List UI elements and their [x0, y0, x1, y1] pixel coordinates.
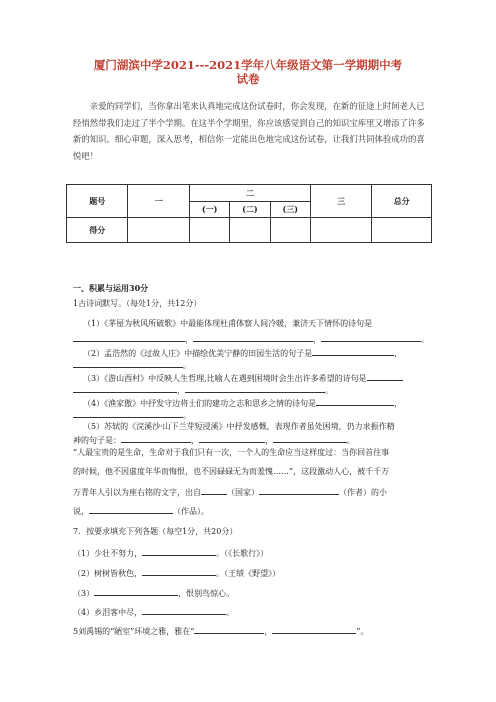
- q1-2-text: （2）孟浩然的《过故人庄》中描绘优美宁静的田园生活的句子是: [83, 349, 313, 358]
- score-cell-5[interactable]: [310, 218, 371, 243]
- answer-blank[interactable]: [73, 332, 185, 342]
- q1-4-line: （4）《渔家傲》中抒发守边将士们的建功之志和思乡之情的诗句是 ，: [83, 396, 402, 409]
- score-label: 得分: [67, 218, 128, 243]
- score-cell-total[interactable]: [372, 218, 432, 243]
- q7-2-line: [73, 566, 280, 579]
- q1-1-answers: ， ， 。: [73, 332, 429, 345]
- quote-line-b: 的时候，他不因虚度年华而悔恨，也不因碌碌无为而羞愧……”，这段激动人心，被千千万: [73, 467, 390, 476]
- quote-c2: （国家）: [227, 488, 259, 497]
- q5b: ，: [264, 627, 273, 636]
- q1-3-text: （3）《游山西村》中反映人生哲理,比喻人在遇到困境时会生出许多希望的诗句是: [83, 374, 367, 383]
- q7-1-line: [73, 546, 268, 559]
- answer-blank[interactable]: [142, 566, 216, 576]
- q7-3b: ，恨别鸟惊心。: [178, 589, 235, 598]
- q1-4-text: （4）《渔家傲》中抒发守边将士们的建功之志和思乡之情的诗句是: [83, 399, 317, 408]
- q1-4-answer: 。: [73, 408, 191, 421]
- q7-4: （4）乡泪客中尽，: [73, 608, 143, 617]
- col-2-sub-2: (二): [230, 202, 270, 218]
- answer-blank[interactable]: [89, 504, 173, 514]
- col-2: 二: [189, 185, 310, 202]
- answer-blank[interactable]: [316, 396, 394, 406]
- answer-blank[interactable]: [73, 383, 177, 393]
- q1-5-text-b: 神的句子是：: [73, 436, 121, 445]
- quote-line-c: [73, 485, 387, 498]
- answer-blank[interactable]: [312, 346, 394, 356]
- q7-2b: 。（王绩《野望》）: [216, 569, 281, 578]
- answer-blank[interactable]: [201, 485, 227, 495]
- q7-3a: （3）: [73, 589, 95, 598]
- quote-c1: 万青年人引以为座右铭的文字，出自: [73, 488, 201, 497]
- answer-blank[interactable]: [73, 408, 183, 418]
- q1-1-text: （1）《茅屋为秋风所破歌》中最能体现杜甫体察人间冷暖，兼济天下情怀的诗句是: [83, 319, 373, 328]
- quote-d1: 说，: [73, 507, 89, 516]
- quote-line-a: “人最宝贵的是生命，生命对于我们只有一次，一个人的生命应当这样度过：当你回首往事: [73, 448, 390, 457]
- col-2-sub-1: (一): [189, 202, 229, 218]
- answer-blank[interactable]: [185, 383, 325, 393]
- answer-blank[interactable]: [199, 433, 265, 443]
- answer-blank[interactable]: [273, 433, 347, 443]
- score-cell-3[interactable]: [230, 218, 270, 243]
- score-cell-2[interactable]: [189, 218, 229, 243]
- q5-line: 5刘禹锡的“陋室”环境之雅，雅在“ ， ”。: [73, 624, 368, 637]
- answer-blank[interactable]: [272, 624, 356, 634]
- q1-2-line: （2）孟浩然的《过故人庄》中描绘优美宁静的田园生活的句子是 ，: [83, 346, 402, 359]
- answer-blank[interactable]: [142, 546, 216, 556]
- q7-instruction: 7．按要求填充下列各题（每空1分，共20分）: [73, 527, 238, 536]
- q1-5-answers: 神的句子是： ， ， 。: [73, 433, 355, 446]
- q7-4-line: （4）乡泪客中尽， 。: [73, 605, 234, 618]
- q5a: 5刘禹锡的“陋室”环境之雅，雅在“: [73, 627, 195, 636]
- exam-title-line2: 试卷: [236, 72, 260, 86]
- section-heading: 一、积累与运用30分: [73, 283, 149, 293]
- score-cell-1[interactable]: [128, 218, 189, 243]
- col-1: 一: [128, 185, 189, 218]
- col-3: 三: [310, 185, 371, 218]
- answer-blank[interactable]: [73, 358, 183, 368]
- answer-blank[interactable]: [193, 332, 313, 342]
- q7-1a: （1）少壮不努力，: [73, 549, 143, 558]
- col-total: 总分: [372, 185, 432, 218]
- q1-2-answer: 。: [73, 358, 191, 371]
- col-2-sub-3: (三): [270, 202, 310, 218]
- answer-blank[interactable]: [259, 485, 339, 495]
- q1-5-text: （5）苏轼的《浣溪沙·山下兰芽短浸溪》中抒发感慨，表现作者虽处困境，仍力求振作精: [83, 422, 395, 431]
- score-table: [66, 184, 432, 243]
- answer-blank[interactable]: [121, 433, 191, 443]
- intro-paragraph: 亲爱的同学们，当你拿出笔来认真地完成这份试卷时，你会发现，在新的征途上时间老人已经悄然带我们走过了半个学期。在这半个学期里，你应该感觉到自己的知识宝库里又增添了许多新的知识。细心审题，深入思考，相信你一定能出色地完成这份试卷，让我们共同体验成功的喜悦吧！: [73, 101, 425, 161]
- score-cell-4[interactable]: [270, 218, 310, 243]
- quote-line-d: [73, 504, 209, 517]
- answer-blank[interactable]: [142, 605, 226, 615]
- quote-c3: （作者）的小: [339, 488, 387, 497]
- answer-blank[interactable]: [94, 586, 178, 596]
- q7-1b: 。（《长歌行》）: [216, 549, 269, 558]
- answer-blank[interactable]: [194, 624, 264, 634]
- exam-title-line1: 厦门湖滨中学2021---2021学年八年级语文第一学期期中考: [93, 58, 403, 72]
- quote-d2: （作品）。: [173, 507, 209, 516]
- q1-instruction: 1古诗词默写。（每处1分，共12分）: [73, 299, 202, 308]
- q1-3-answer: ， 。: [73, 383, 333, 396]
- header-label: 题号: [67, 185, 128, 218]
- q7-2a: （2）树树皆秋色，: [73, 569, 143, 578]
- answer-blank[interactable]: [321, 332, 421, 342]
- q7-3-line: [73, 586, 234, 599]
- answer-blank[interactable]: [367, 371, 403, 381]
